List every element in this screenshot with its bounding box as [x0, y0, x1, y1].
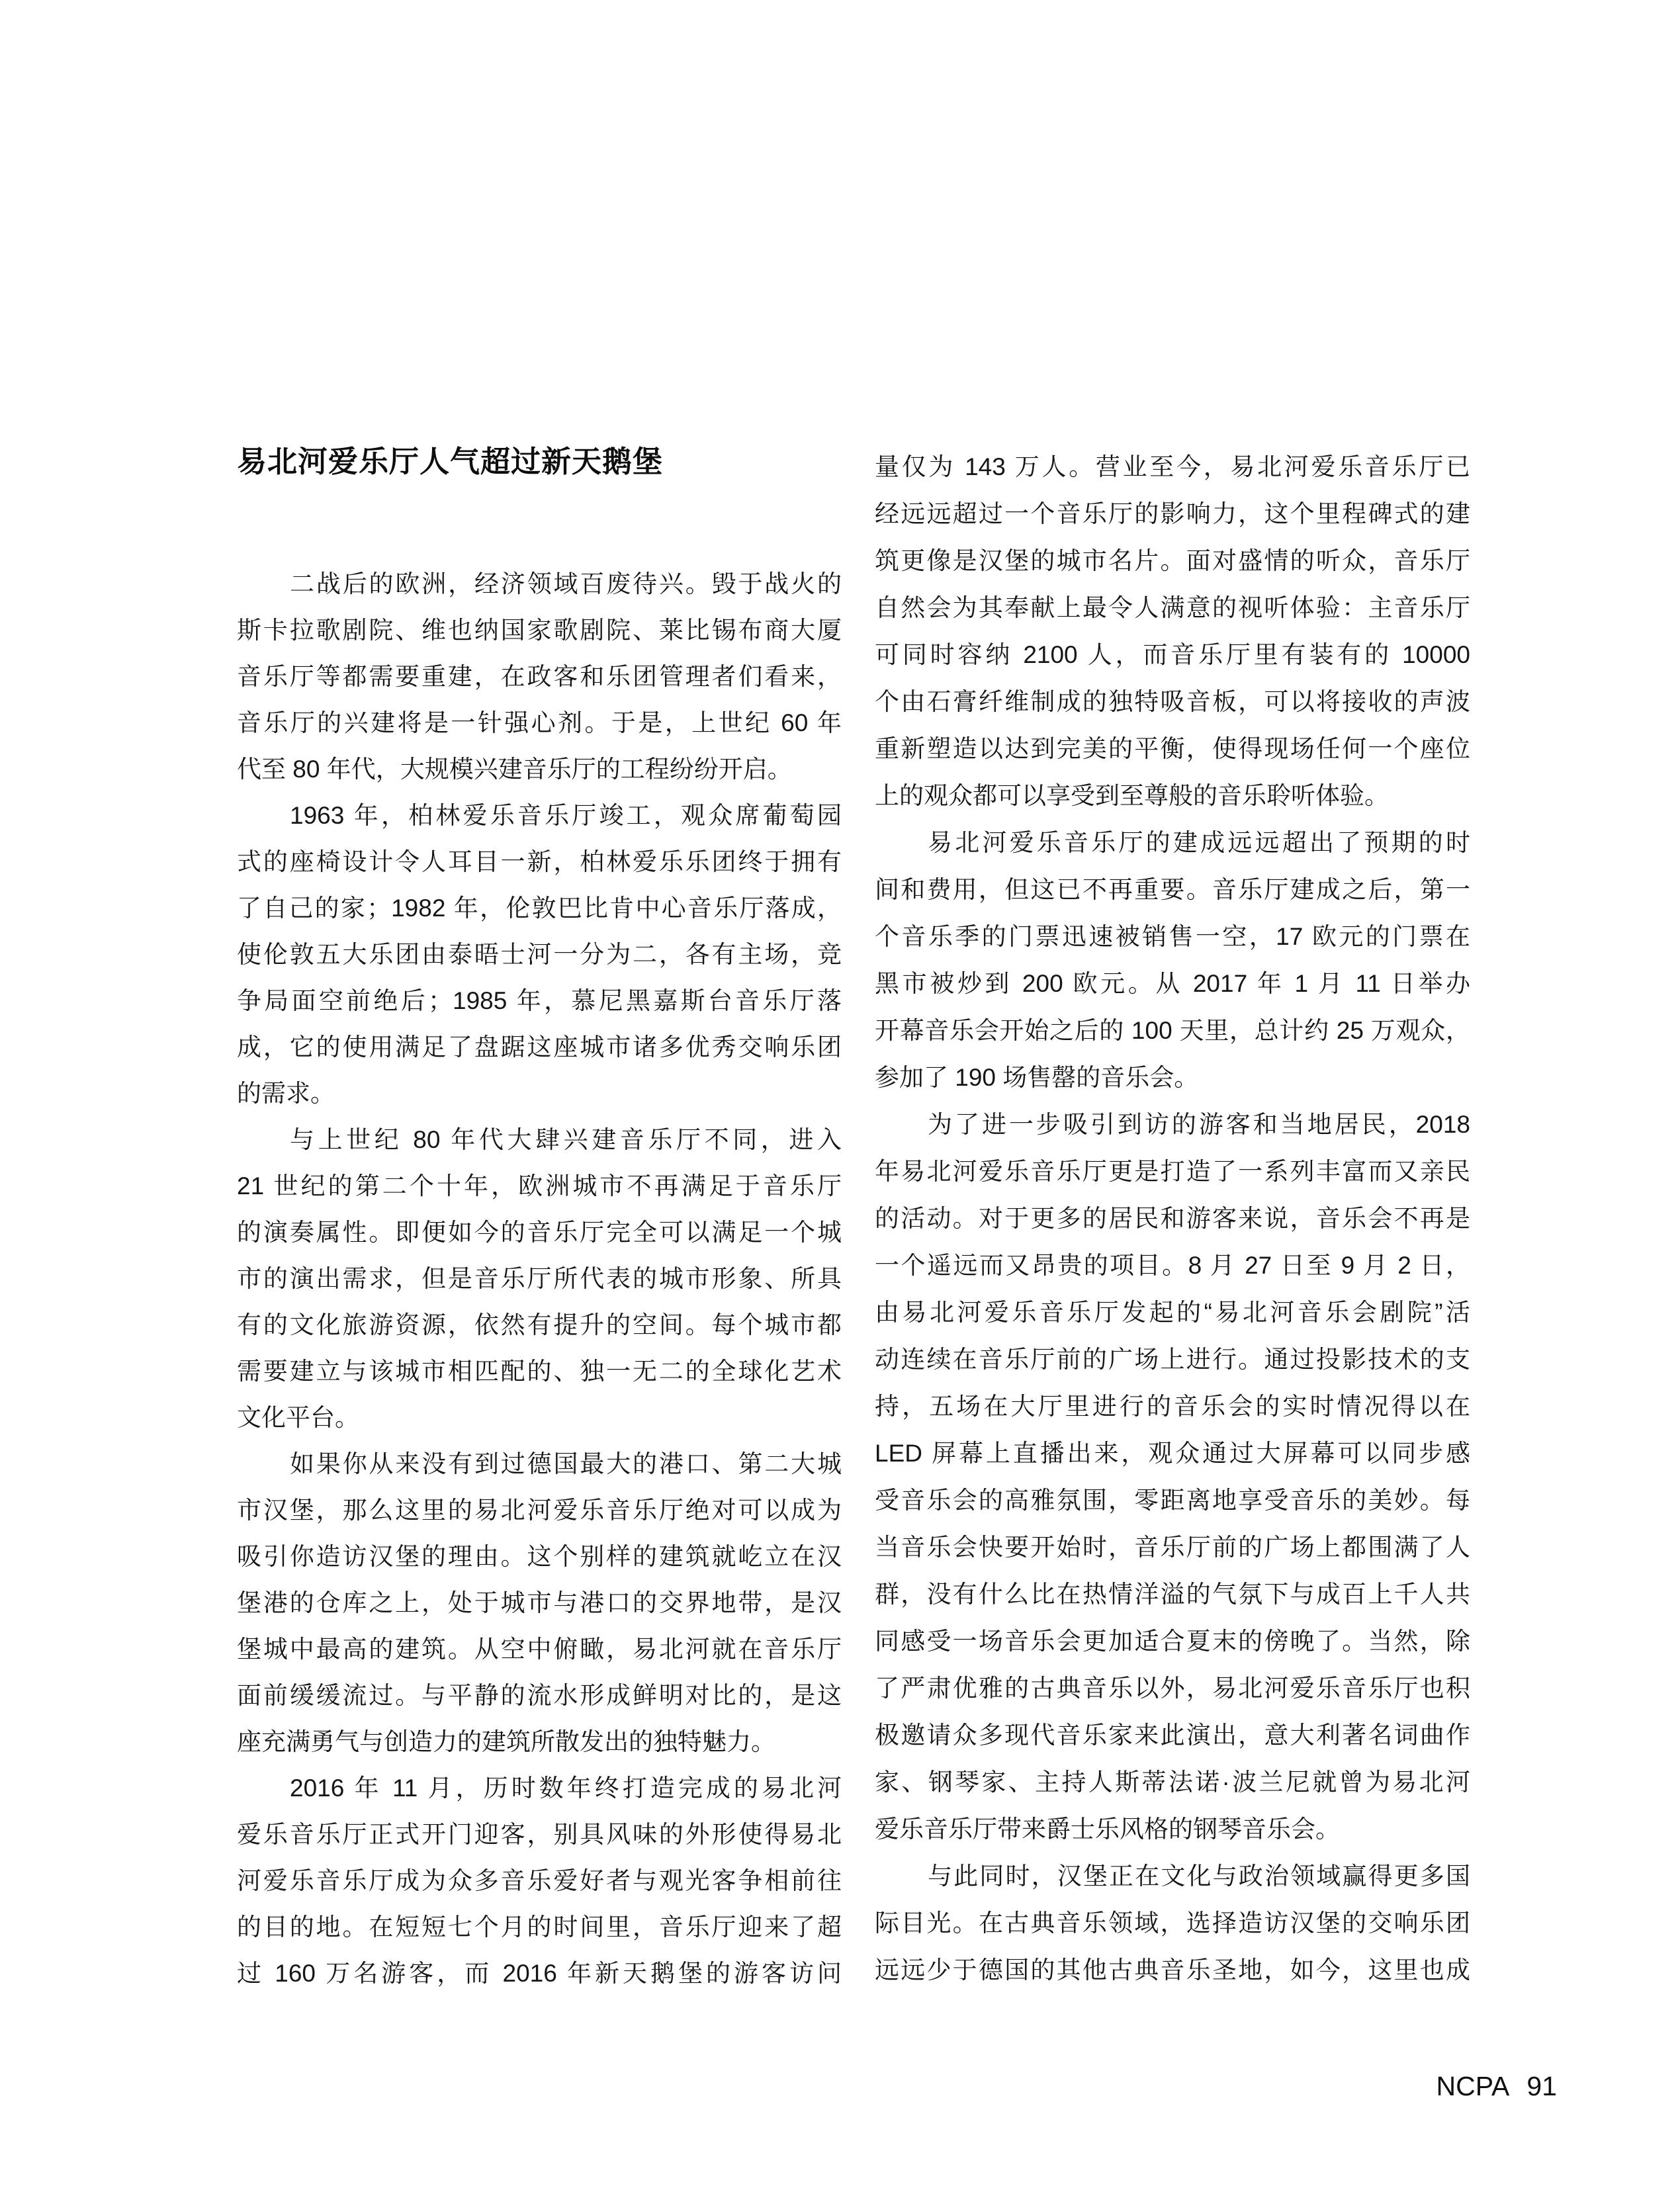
text-line: 了严肃优雅的古典音乐以外，易北河爱乐音乐厅也积: [875, 1675, 1470, 1702]
text-line: 争局面空前绝后；1985 年，慕尼黑嘉斯台音乐厅落: [237, 987, 842, 1014]
text-line: 极邀请众多现代音乐家来此演出，意大利著名词曲作: [875, 1722, 1470, 1749]
text-line: 持，五场在大厅里进行的音乐会的实时情况得以在: [875, 1393, 1470, 1420]
text-line: 黑市被炒到 200 欧元。从 2017 年 1 月 11 日举办: [875, 970, 1470, 997]
text-line: 重新塑造以达到完美的平衡，使得现场任何一个座位: [875, 735, 1470, 762]
text-line: 由易北河爱乐音乐厅发起的“易北河音乐会剧院”活: [875, 1299, 1470, 1326]
text-line: 个音乐季的门票迅速被销售一空，17 欧元的门票在: [875, 923, 1470, 950]
text-line: 需要建立与该城市相匹配的、独一无二的全球化艺术: [237, 1358, 842, 1385]
text-line: 的活动。对于更多的居民和游客来说，音乐会不再是: [875, 1205, 1470, 1232]
text-line: 动连续在音乐厅前的广场上进行。通过投影技术的支: [875, 1346, 1470, 1373]
text-line: 堡港的仓库之上，处于城市与港口的交界地带，是汉: [237, 1589, 842, 1616]
text-line: 二战后的欧洲，经济领域百废待兴。毁于战火的: [290, 570, 842, 597]
text-line: 堡城中最高的建筑。从空中俯瞰，易北河就在音乐厅: [237, 1636, 842, 1663]
text-line: 市的演出需求，但是音乐厅所代表的城市形象、所具: [237, 1265, 842, 1292]
text-line: 了自己的家；1982 年，伦敦巴比肯中心音乐厅落成，: [237, 895, 842, 922]
text-line: 河爱乐音乐厅成为众多音乐爱好者与观光客争相前往: [237, 1867, 842, 1894]
text-line: 经远远超过一个音乐厅的影响力，这个里程碑式的建: [875, 500, 1470, 527]
text-line: 的需求。: [237, 1080, 335, 1107]
text-line: 座充满勇气与创造力的建筑所散发出的独特魅力。: [237, 1728, 775, 1755]
text-line: 有的文化旅游资源，依然有提升的空间。每个城市都: [237, 1311, 842, 1338]
text-line: 受音乐会的高雅氛围，零距离地享受音乐的美妙。每: [875, 1487, 1470, 1514]
text-line: 2016 年 11 月，历时数年终打造完成的易北河: [290, 1774, 842, 1802]
text-line: 吸引你造访汉堡的理由。这个别样的建筑就屹立在汉: [237, 1543, 842, 1570]
text-line: 一个遥远而又昂贵的项目。8 月 27 日至 9 月 2 日，: [875, 1252, 1470, 1279]
text-line: 易北河爱乐音乐厅的建成远远超出了预期的时: [928, 829, 1470, 856]
text-line: LED 屏幕上直播出来，观众通过大屏幕可以同步感: [875, 1440, 1470, 1467]
page-footer: [1437, 2063, 1557, 2109]
text-line: 开幕音乐会开始之后的 100 天里，总计约 25 万观众，: [875, 1017, 1470, 1044]
text-line: 市汉堡，那么这里的易北河爱乐音乐厅绝对可以成为: [237, 1497, 842, 1524]
text-line: 为了进一步吸引到访的游客和当地居民，2018: [928, 1111, 1470, 1138]
text-line: 音乐厅的兴建将是一针强心剂。于是，上世纪 60 年: [237, 709, 842, 736]
right-column-text: [875, 443, 1470, 1993]
text-line: 际目光。在古典音乐领域，选择造访汉堡的交响乐团: [875, 1909, 1470, 1937]
text-line: 年易北河爱乐音乐厅更是打造了一系列丰富而又亲民: [875, 1158, 1470, 1185]
text-line: 文化平台。: [237, 1404, 359, 1431]
text-line: 同感受一场音乐会更加适合夏末的傍晚了。当然，除: [875, 1628, 1470, 1655]
text-line: 参加了 190 场售罄的音乐会。: [875, 1064, 1199, 1091]
text-line: 使伦敦五大乐团由泰晤士河一分为二，各有主场，竞: [237, 941, 842, 968]
text-line: 家、钢琴家、主持人斯蒂法诺·波兰尼就曾为易北河: [875, 1769, 1470, 1796]
text-line: 当音乐会快要开始时，音乐厅前的广场上都围满了人: [875, 1534, 1470, 1561]
text-line: 可同时容纳 2100 人，而音乐厅里有装有的 10000: [875, 641, 1470, 668]
text-line: 远远少于德国的其他古典音乐圣地，如今，这里也成: [875, 1956, 1470, 1984]
text-line: 间和费用，但这已不再重要。音乐厅建成之后，第一: [875, 876, 1470, 903]
text-line: 面前缓缓流过。与平静的流水形成鲜明对比的，是这: [237, 1682, 842, 1709]
text-line: 爱乐音乐厅带来爵士乐风格的钢琴音乐会。: [875, 1816, 1340, 1843]
page-number: 91: [1526, 2071, 1557, 2101]
text-line: 群，没有什么比在热情洋溢的气氛下与成百上千人共: [875, 1581, 1470, 1608]
text-line: 音乐厅等都需要重建，在政客和乐团管理者们看来，: [237, 663, 842, 690]
right-column: [875, 443, 1470, 1993]
journal-label: NCPA: [1436, 2071, 1510, 2101]
text-line: 爱乐音乐厅正式开门迎客，别具风味的外形使得易北: [237, 1821, 842, 1848]
text-line: 上的观众都可以享受到至尊般的音乐聆听体验。: [875, 782, 1389, 809]
text-line: 代至 80 年代，大规模兴建音乐厅的工程纷纷开启。: [237, 756, 792, 783]
text-line: 与上世纪 80 年代大肆兴建音乐厅不同，进入: [290, 1126, 842, 1153]
text-line: 式的座椅设计令人耳目一新，柏林爱乐乐团终于拥有: [237, 848, 842, 875]
text-line: 与此同时，汉堡正在文化与政治领域赢得更多国: [928, 1862, 1470, 1890]
text-line: 自然会为其奉献上最令人满意的视听体验：主音乐厅: [875, 594, 1470, 621]
text-line: 个由石膏纤维制成的独特吸音板，可以将接收的声波: [875, 688, 1470, 715]
text-line: 的演奏属性。即便如今的音乐厅完全可以满足一个城: [237, 1219, 842, 1246]
text-line: 的目的地。在短短七个月的时间里，音乐厅迎来了超: [237, 1913, 842, 1941]
text-line: 筑更像是汉堡的城市名片。面对盛情的听众，音乐厅: [875, 547, 1470, 574]
left-column: [237, 439, 842, 1997]
text-line: 成，它的使用满足了盘踞这座城市诸多优秀交响乐团: [237, 1033, 842, 1061]
article-title: 易北河爱乐厅人气超过新天鹅堡: [237, 445, 664, 478]
text-line: 量仅为 143 万人。营业至今，易北河爱乐音乐厅已: [875, 453, 1470, 480]
text-line: 斯卡拉歌剧院、维也纳国家歌剧院、莱比锡布商大厦: [237, 617, 842, 644]
text-line: 如果你从来没有到过德国最大的港口、第二大城: [290, 1450, 842, 1477]
text-line: 1963 年，柏林爱乐音乐厅竣工，观众席葡萄园: [290, 802, 842, 829]
text-line: 过 160 万名游客，而 2016 年新天鹅堡的游客访问: [237, 1960, 842, 1987]
text-line: 21 世纪的第二个十年，欧洲城市不再满足于音乐厅: [237, 1172, 842, 1200]
left-column-text: [237, 561, 842, 1997]
